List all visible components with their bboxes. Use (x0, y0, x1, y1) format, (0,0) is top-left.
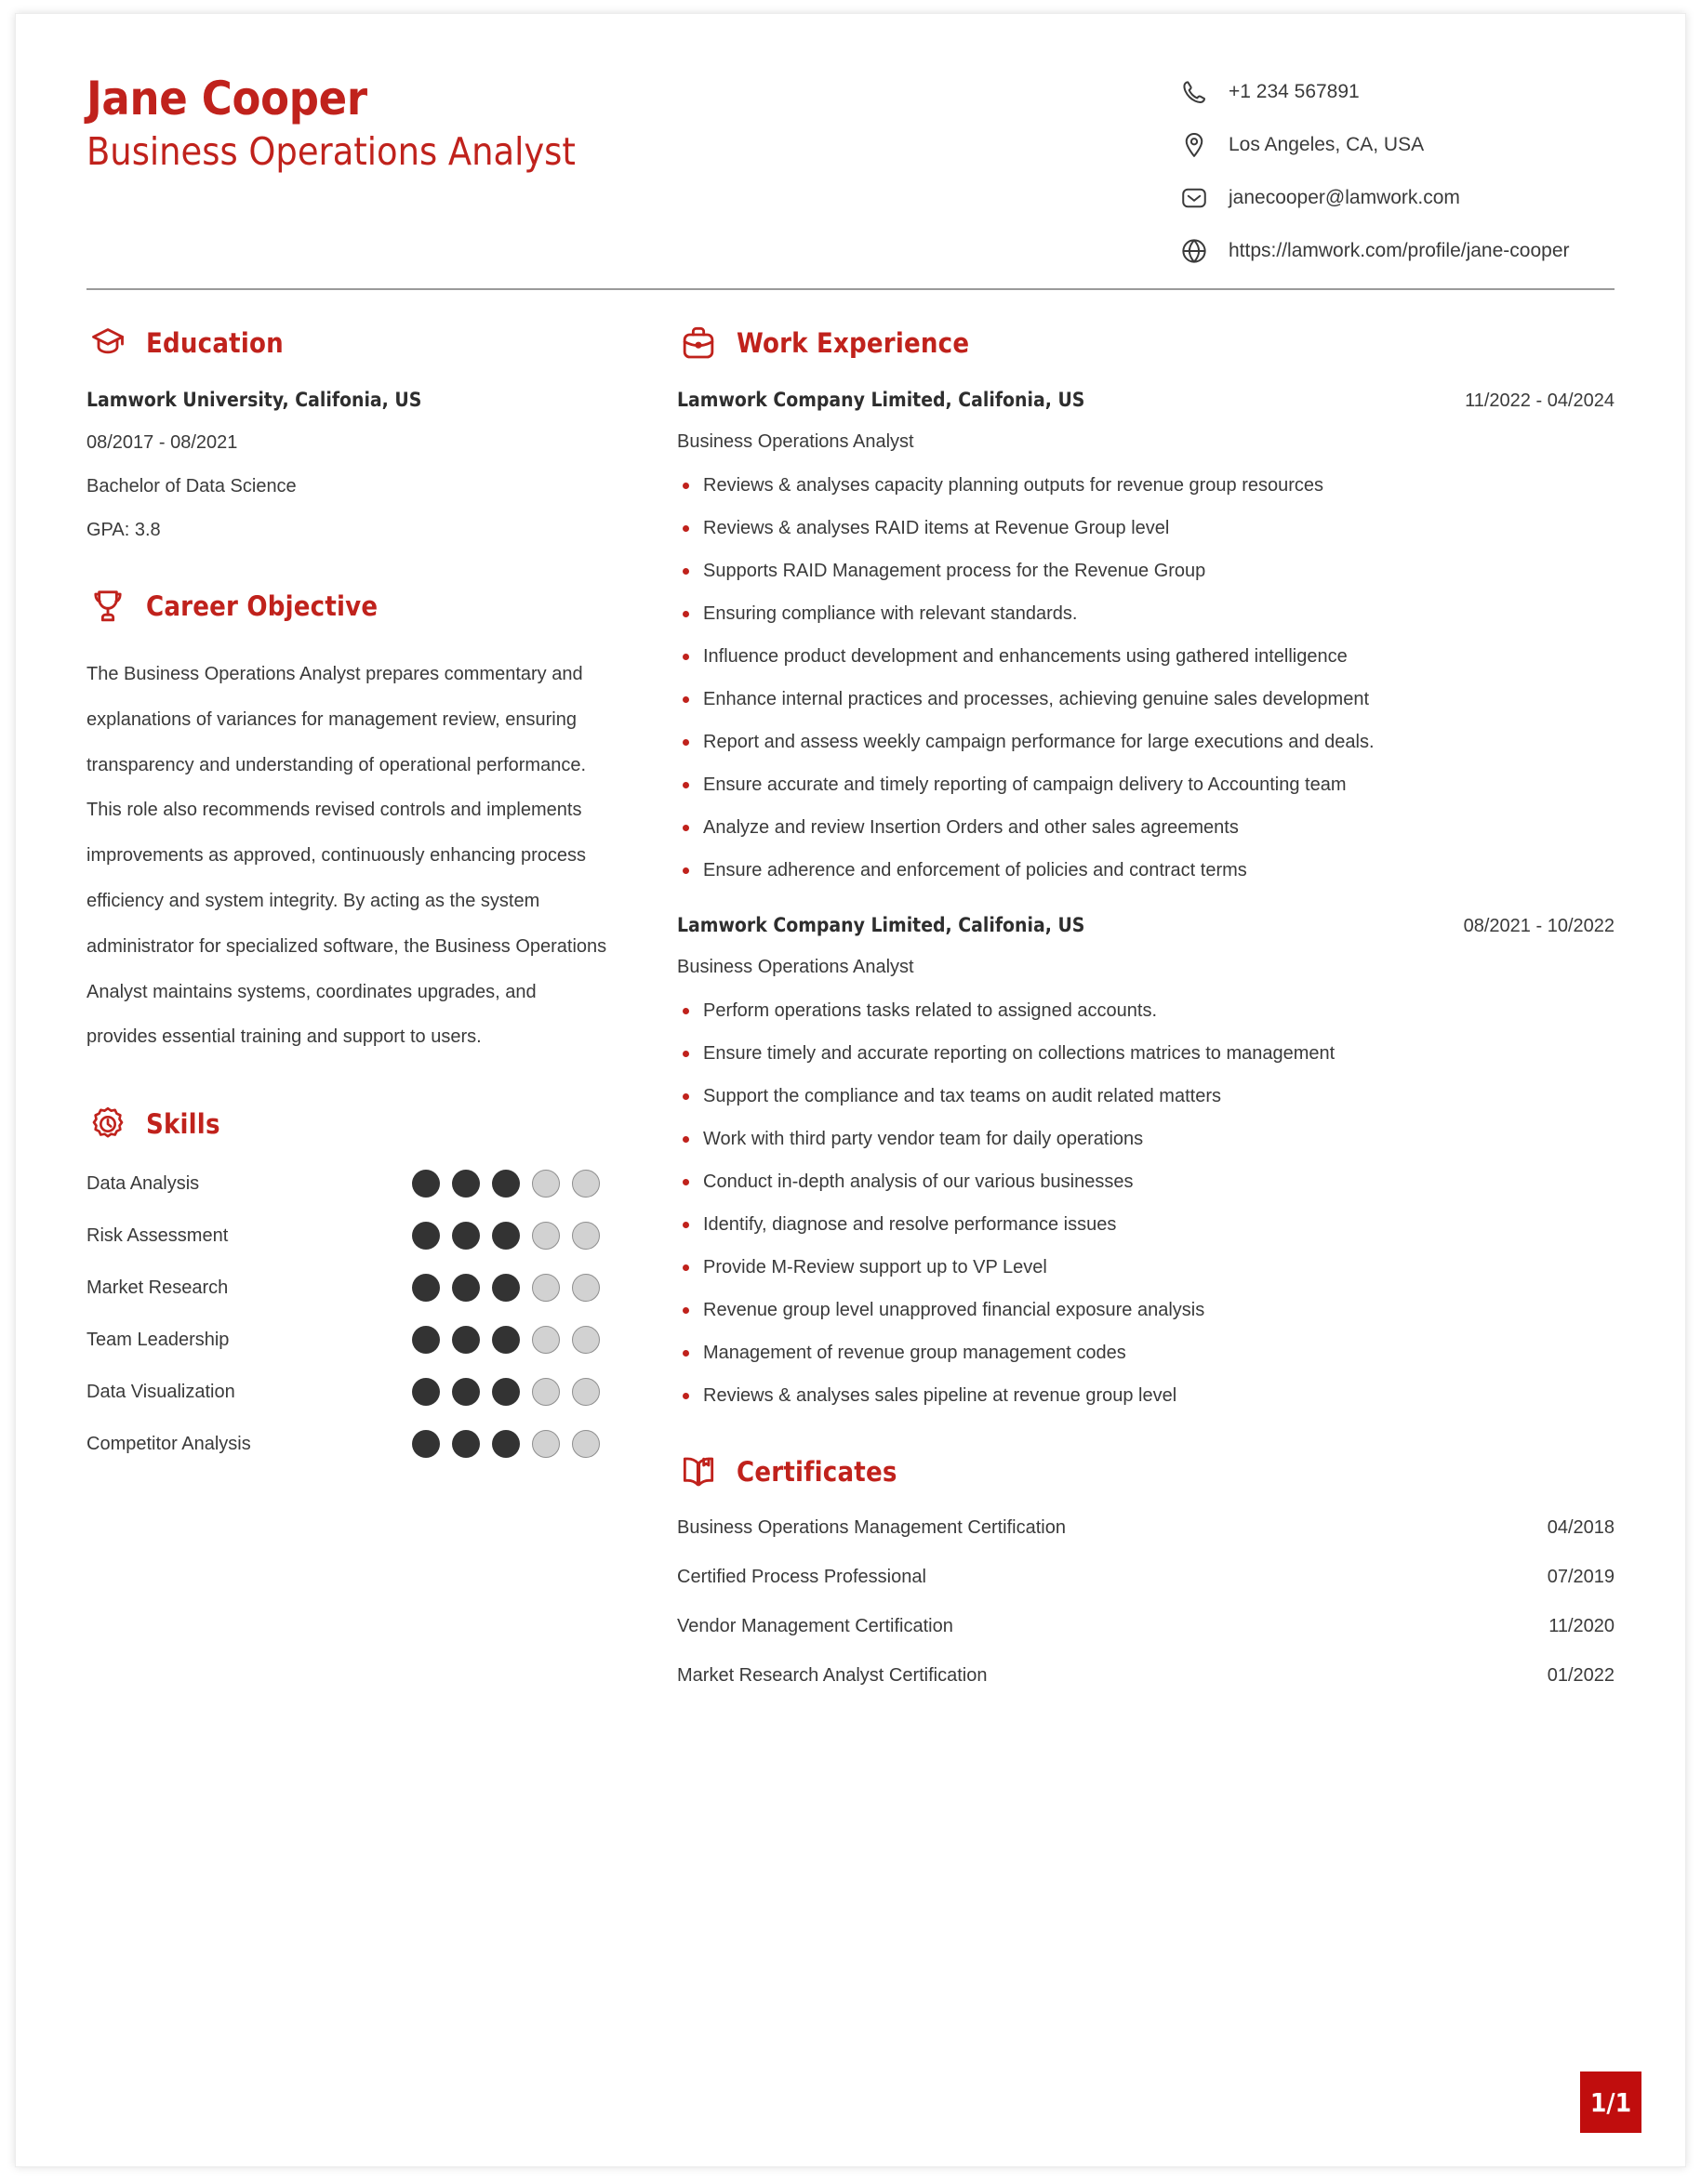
rating-dot (572, 1430, 600, 1458)
envelope-icon (1177, 181, 1211, 215)
job-bullet: Ensure timely and accurate reporting on collections matrices to management (677, 1041, 1615, 1066)
rating-dot (492, 1274, 520, 1302)
skill-rating (412, 1274, 611, 1302)
content-columns (86, 322, 1615, 1729)
job-company: Lamwork Company Limited, Califonia, US (677, 914, 1085, 936)
job-bullet: Revenue group level unapproved financial exposure analysis (677, 1298, 1615, 1322)
rating-dot (412, 1170, 440, 1198)
rating-dot (532, 1222, 560, 1250)
certificate-name: Business Operations Management Certification (677, 1517, 1066, 1538)
job-dates: 11/2022 - 04/2024 (1465, 390, 1615, 411)
skill-item (86, 1326, 611, 1354)
contact-phone-value: +1 234 567891 (1229, 81, 1360, 103)
career-objective-text: The Business Operations Analyst prepares commentary and explanations of variances for management review, ensuring transparency and understanding of operational performance. This role also recommends revised controls and implements improvements as approved, continuously enhancing process efficiency and system integrity. By acting as the system administrator for specialized software, the Business Operations Analyst maintains systems, coordinates upgrades, and provides essential training and support to users. (86, 664, 607, 1048)
rating-dot (572, 1222, 600, 1250)
career-objective-header (86, 585, 611, 628)
skill-label: Team Leadership (86, 1329, 230, 1350)
job-role: Business Operations Analyst (677, 431, 914, 452)
job-bullet: Reviews & analyses RAID items at Revenue Group level (677, 516, 1615, 540)
graduation-cap-icon (86, 322, 129, 364)
job-bullet: Ensure adherence and enforcement of policies and contract terms (677, 858, 1615, 882)
certificate-item (677, 1567, 1615, 1588)
section-work-experience (677, 322, 1615, 1408)
section-certificates (677, 1450, 1615, 1687)
education-degree: Bachelor of Data Science (86, 476, 297, 496)
rating-dot (452, 1378, 480, 1406)
header-divider (86, 288, 1615, 290)
contact-website[interactable] (1177, 234, 1615, 268)
career-objective-title: Career Objective (146, 590, 379, 622)
contact-phone[interactable] (1177, 75, 1615, 109)
education-gpa: GPA: 3.8 (86, 520, 161, 540)
contact-website-value: https://lamwork.com/profile/jane-cooper (1229, 240, 1570, 262)
rating-dot (412, 1430, 440, 1458)
certificates-title: Certificates (737, 1456, 897, 1488)
contact-email[interactable] (1177, 181, 1615, 215)
job-bullet: Analyze and review Insertion Orders and other sales agreements (677, 815, 1615, 840)
briefcase-icon (677, 322, 720, 364)
location-pin-icon (1177, 128, 1211, 162)
resume-header (86, 62, 1615, 288)
job-company: Lamwork Company Limited, Califonia, US (677, 389, 1085, 411)
rating-dot (532, 1378, 560, 1406)
job-bullet-list (677, 999, 1615, 1408)
job-bullet: Ensure accurate and timely reporting of campaign delivery to Accounting team (677, 773, 1615, 797)
left-column (86, 322, 645, 1501)
rating-dot (492, 1170, 520, 1198)
resume-sheet (15, 13, 1686, 2167)
job-bullet: Ensuring compliance with relevant standards. (677, 602, 1615, 626)
education-dates: 08/2017 - 08/2021 (86, 432, 238, 453)
section-skills (86, 1103, 611, 1458)
skills-header (86, 1103, 611, 1145)
identity-block (86, 62, 576, 177)
rating-dot (532, 1274, 560, 1302)
skill-rating (412, 1430, 611, 1458)
page-title: Jane Cooper (86, 72, 367, 126)
certificate-name: Market Research Analyst Certification (677, 1665, 988, 1686)
rating-dot (572, 1274, 600, 1302)
rating-dot (572, 1170, 600, 1198)
skill-item (86, 1430, 611, 1458)
skill-label: Market Research (86, 1277, 229, 1298)
rating-dot (572, 1378, 600, 1406)
rating-dot (452, 1170, 480, 1198)
rating-dot (412, 1274, 440, 1302)
skill-rating (412, 1378, 611, 1406)
rating-dot (492, 1222, 520, 1250)
skill-label: Data Analysis (86, 1172, 200, 1194)
education-title: Education (146, 327, 284, 359)
skills-title: Skills (146, 1108, 220, 1141)
certificates-header (677, 1450, 1615, 1493)
skill-rating (412, 1326, 611, 1354)
certificate-name: Vendor Management Certification (677, 1616, 953, 1636)
globe-icon (1177, 234, 1211, 268)
job-dates: 08/2021 - 10/2022 (1463, 916, 1615, 936)
rating-dot (532, 1326, 560, 1354)
skill-label: Competitor Analysis (86, 1433, 251, 1454)
certificate-item (677, 1616, 1615, 1637)
headline-job-title: Business Operations Analyst (86, 129, 576, 174)
rating-dot (452, 1222, 480, 1250)
job-bullet: Identify, diagnose and resolve performance issues (677, 1212, 1615, 1237)
certificate-date: 01/2022 (1547, 1665, 1615, 1686)
trophy-icon (86, 585, 129, 628)
skill-label: Risk Assessment (86, 1224, 229, 1246)
certificate-item (677, 1665, 1615, 1687)
education-school: Lamwork University, Califonia, US (86, 389, 422, 411)
contact-location[interactable] (1177, 128, 1615, 162)
work-experience-item (677, 389, 1615, 882)
rating-dot (412, 1326, 440, 1354)
section-education (86, 322, 611, 542)
work-experience-header (677, 322, 1615, 364)
rating-dot (492, 1378, 520, 1406)
job-bullet-list (677, 473, 1615, 882)
gear-clock-icon (86, 1103, 129, 1145)
rating-dot (412, 1378, 440, 1406)
right-column (645, 322, 1615, 1729)
job-bullet: Conduct in-depth analysis of our various businesses (677, 1170, 1615, 1194)
skill-label: Data Visualization (86, 1381, 235, 1402)
skill-item (86, 1378, 611, 1406)
rating-dot (452, 1430, 480, 1458)
skills-list (86, 1170, 611, 1458)
work-experience-title: Work Experience (737, 327, 970, 359)
rating-dot (412, 1222, 440, 1250)
certificate-date: 11/2020 (1548, 1616, 1615, 1636)
rating-dot (532, 1430, 560, 1458)
certificate-item (677, 1517, 1615, 1539)
job-bullet: Work with third party vendor team for daily operations (677, 1127, 1615, 1151)
certificate-date: 04/2018 (1547, 1517, 1615, 1538)
contact-location-value: Los Angeles, CA, USA (1229, 134, 1425, 156)
rating-dot (452, 1274, 480, 1302)
phone-icon (1177, 75, 1211, 109)
job-header (677, 914, 1615, 937)
skill-item (86, 1222, 611, 1250)
job-bullet: Influence product development and enhancements using gathered intelligence (677, 644, 1615, 668)
rating-dot (532, 1170, 560, 1198)
skill-rating (412, 1222, 611, 1250)
skill-item (86, 1170, 611, 1198)
rating-dot (452, 1326, 480, 1354)
open-book-icon (677, 1450, 720, 1493)
job-bullet: Support the compliance and tax teams on audit related matters (677, 1084, 1615, 1108)
job-bullet: Reviews & analyses sales pipeline at revenue group level (677, 1383, 1615, 1408)
contact-email-value: janecooper@lamwork.com (1229, 187, 1460, 209)
job-header (677, 389, 1615, 412)
rating-dot (492, 1430, 520, 1458)
contact-list (1177, 62, 1615, 268)
job-bullet: Perform operations tasks related to assigned accounts. (677, 999, 1615, 1023)
skill-rating (412, 1170, 611, 1198)
section-career-objective (86, 585, 611, 1060)
page-number-badge: 1/1 (1580, 2071, 1641, 2133)
rating-dot (572, 1326, 600, 1354)
work-experience-item (677, 914, 1615, 1408)
education-header (86, 322, 611, 364)
certificates-list (677, 1517, 1615, 1687)
job-bullet: Report and assess weekly campaign performance for large executions and deals. (677, 730, 1615, 754)
job-bullet: Reviews & analyses capacity planning outputs for revenue group resources (677, 473, 1615, 497)
job-bullet: Provide M-Review support up to VP Level (677, 1255, 1615, 1279)
job-bullet: Management of revenue group management codes (677, 1341, 1615, 1365)
certificate-date: 07/2019 (1547, 1567, 1615, 1587)
job-role: Business Operations Analyst (677, 957, 914, 977)
certificate-name: Certified Process Professional (677, 1567, 926, 1587)
skill-item (86, 1274, 611, 1302)
rating-dot (492, 1326, 520, 1354)
job-bullet: Supports RAID Management process for the Revenue Group (677, 559, 1615, 583)
job-bullet: Enhance internal practices and processes, achieving genuine sales development (677, 687, 1615, 711)
